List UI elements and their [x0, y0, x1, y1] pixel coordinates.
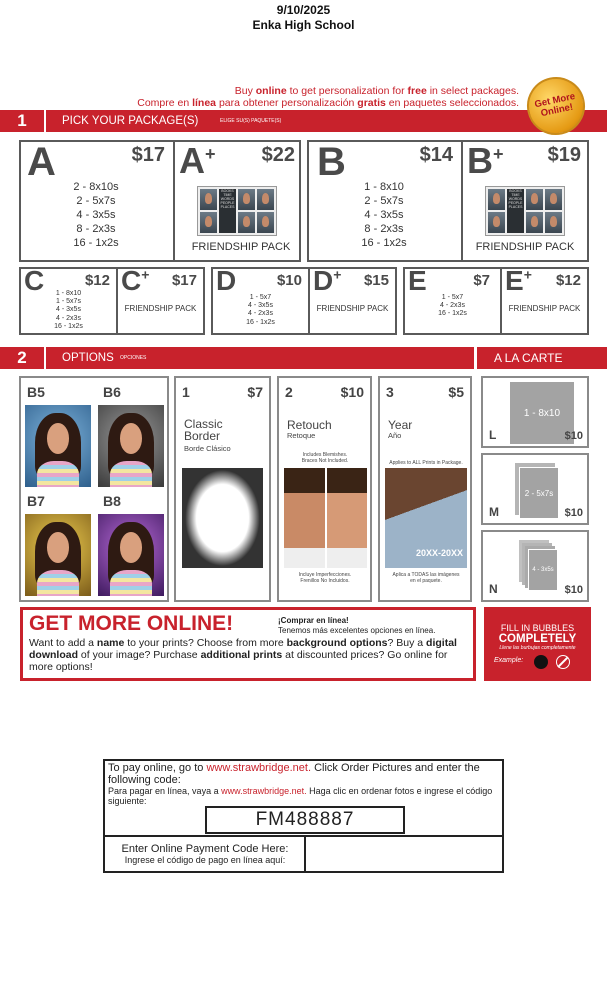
package-contents: 1 - 8x10 2 - 5x7s 4 - 3x5s 8 - 2x3s 16 - 1x2s: [361, 181, 407, 249]
option-year[interactable]: [378, 376, 472, 602]
background-b5-photo[interactable]: [25, 405, 91, 487]
get-more-es-title: ¡Comprar en línea!: [278, 616, 349, 625]
section-1-bar: [0, 110, 607, 132]
package-d[interactable]: [213, 265, 308, 333]
package-price: $19: [547, 144, 581, 166]
fill-es: Llene las burbujas completamente: [499, 645, 576, 651]
friendship-pack-label: FRIENDSHIP PACK: [316, 304, 389, 313]
get-more-title: GET MORE ONLINE!: [29, 612, 234, 635]
option-title: Classic Border: [184, 417, 223, 443]
alacarte-m[interactable]: [481, 453, 589, 525]
section-subtitle: ELIGE SU(S) PAQUETE(S): [220, 118, 282, 124]
friendship-pack-label: FRIENDSHIP PACK: [191, 241, 291, 253]
friendship-pack-label: FRIENDSHIP PACK: [475, 241, 575, 253]
alacarte-title: A LA CARTE: [494, 351, 563, 365]
package-a[interactable]: [21, 142, 173, 260]
package-letter: D: [216, 265, 237, 296]
option-price: $10: [340, 384, 364, 400]
alacarte-letter: L: [489, 428, 497, 442]
alacarte-letter: N: [489, 582, 498, 596]
retouch-note-es: Incluye Imperfecciones. Frenillos No Incluidos.: [298, 572, 352, 584]
school-name: Enka High School: [252, 18, 355, 32]
option-number: 2: [285, 384, 293, 400]
package-a-plus[interactable]: [175, 142, 307, 260]
alacarte-letter: M: [489, 505, 499, 519]
fill-example-label: Example:: [494, 657, 524, 664]
package-price: $12: [555, 272, 581, 289]
option-price: $5: [448, 384, 464, 400]
get-more-online-box: [20, 607, 476, 681]
option-retouch[interactable]: [277, 376, 372, 602]
alacarte-size: 2 - 5x7s: [519, 467, 559, 519]
section-title: PICK YOUR PACKAGE(S): [62, 115, 199, 127]
section-number: 2: [17, 348, 27, 367]
option-number: 1: [182, 384, 190, 400]
option-classic-border[interactable]: [174, 376, 271, 602]
section-title: OPTIONS: [62, 352, 114, 364]
background-label: B6: [103, 384, 121, 400]
package-b-plus[interactable]: [463, 142, 587, 260]
section-subtitle: OPCIONES: [120, 355, 147, 361]
get-more-es-sub: Tenemos más excelentes opciones en línea.: [278, 626, 436, 635]
fill-bubbles-instructions: [484, 607, 591, 681]
background-label: B5: [27, 384, 45, 400]
enter-code-label-en: Enter Online Payment Code Here:: [121, 843, 289, 855]
friendship-photos: BOOKS TIME WORDS PEOPLE PLACES: [197, 186, 277, 236]
fill-line2: COMPLETELY: [498, 633, 577, 645]
package-letter: A: [27, 140, 56, 184]
get-more-body: Want to add a name to your prints? Choose from more background options? Buy a digital download of your image? Purchase additional prints at discounted prices? Go online for more options!: [29, 637, 457, 673]
package-letter: C: [24, 265, 45, 296]
package-contents: 1 - 5x7 4 - 3x5s 4 - 2x3s 16 - 1x2s: [246, 294, 275, 326]
package-d-plus[interactable]: [310, 265, 395, 333]
year-note-en: Applies to ALL Prints in Package.: [389, 460, 463, 466]
promo-spanish: Compre en línea para obtener personalización gratis en paquetes seleccionados.: [137, 97, 519, 109]
package-letter: C+: [121, 265, 150, 296]
package-letter: A+: [179, 140, 216, 181]
alacarte-size: 1 - 8x10: [510, 382, 574, 444]
date: 9/10/2025: [276, 3, 331, 17]
classic-border-sample: [182, 468, 263, 568]
background-b8-photo[interactable]: [98, 514, 164, 596]
package-letter: B: [317, 140, 346, 184]
package-price: $14: [419, 144, 453, 166]
payment-code-entry-field[interactable]: [307, 837, 502, 873]
payment-code: FM488887: [205, 806, 405, 834]
background-options: [19, 376, 169, 602]
alacarte-price: $10: [564, 584, 583, 596]
option-subtitle: Año: [388, 431, 402, 440]
retouch-note-en: Includes Blemishes. Braces Not Included.: [301, 452, 349, 464]
year-note-es: Aplica a TODAS las imágenes en el paquete.: [392, 572, 460, 584]
package-letter: E+: [505, 265, 532, 296]
pay-url-link[interactable]: www.strawbridge.net.: [206, 762, 312, 774]
package-letter: B+: [467, 140, 504, 181]
option-price: $7: [247, 384, 263, 400]
section-number: 1: [0, 110, 44, 132]
package-e-plus[interactable]: [502, 265, 587, 333]
background-b7-photo[interactable]: [25, 514, 91, 596]
no-check-bubble-icon: [556, 655, 570, 669]
package-c-plus[interactable]: [118, 265, 203, 333]
package-contents: 2 - 8x10s 2 - 5x7s 4 - 3x5s 8 - 2x3s 16 - 1x2s: [73, 181, 119, 249]
package-price: $17: [171, 272, 197, 289]
alacarte-bar: [477, 347, 607, 369]
year-overlay-text: 20XX-20XX: [415, 548, 463, 558]
background-label: B7: [27, 493, 45, 509]
option-title: Retouch: [287, 418, 332, 432]
package-e[interactable]: [405, 265, 500, 333]
background-label: B8: [103, 493, 121, 509]
package-letter: D+: [313, 265, 342, 296]
alacarte-l[interactable]: [481, 376, 589, 448]
year-sample: [385, 468, 467, 568]
package-price: $17: [131, 144, 165, 166]
friendship-pack-label: FRIENDSHIP PACK: [124, 304, 197, 313]
pay-online-box: [103, 759, 504, 873]
alacarte-price: $10: [564, 430, 583, 442]
package-price: $12: [84, 272, 110, 289]
package-letter: E: [408, 265, 427, 296]
package-contents: 1 - 5x7 4 - 2x3s 16 - 1x2s: [438, 294, 467, 318]
background-b6-photo[interactable]: [98, 405, 164, 487]
enter-code-label-es: Ingrese el código de pago en línea aquí:: [124, 855, 286, 865]
package-b[interactable]: [311, 142, 461, 260]
section-2-bar: [0, 347, 474, 369]
alacarte-size: 4 - 3x5s: [528, 549, 558, 591]
package-contents: 1 - 8x10 1 - 5x7s 4 - 3x5s 4 - 2x3s 16 - 1x2s: [54, 290, 83, 330]
fill-line1: FILL IN BUBBLES: [500, 623, 575, 633]
retouch-sample: [284, 468, 367, 568]
pay-instructions-en: To pay online, go to www.strawbridge.net. Click Order Pictures and enter the following code:: [108, 762, 480, 786]
alacarte-n[interactable]: [481, 530, 589, 602]
package-c[interactable]: [21, 265, 116, 333]
alacarte-price: $10: [564, 507, 583, 519]
promo-english: Buy online to get personalization for free in select packages.: [234, 85, 519, 97]
package-price: $7: [473, 272, 490, 289]
option-subtitle: Borde Clásico: [184, 444, 231, 453]
friendship-photos: BOOKS TIME WORDS PEOPLE PLACES: [485, 186, 565, 236]
get-more-online-badge: Get More Online!: [522, 72, 591, 141]
pay-instructions-es: Para pagar en línea, vaya a www.strawbridge.net. Haga clic en ordenar fotos e ingrese el código siguiente:: [108, 786, 493, 806]
option-number: 3: [386, 384, 394, 400]
package-price: $10: [276, 272, 302, 289]
filled-bubble-icon: [534, 655, 548, 669]
package-price: $15: [363, 272, 389, 289]
package-price: $22: [261, 144, 295, 166]
option-subtitle: Retoque: [287, 431, 316, 440]
friendship-pack-label: FRIENDSHIP PACK: [508, 304, 581, 313]
pay-url-link-es[interactable]: www.strawbridge.net.: [221, 786, 307, 796]
option-title: Year: [388, 418, 413, 432]
